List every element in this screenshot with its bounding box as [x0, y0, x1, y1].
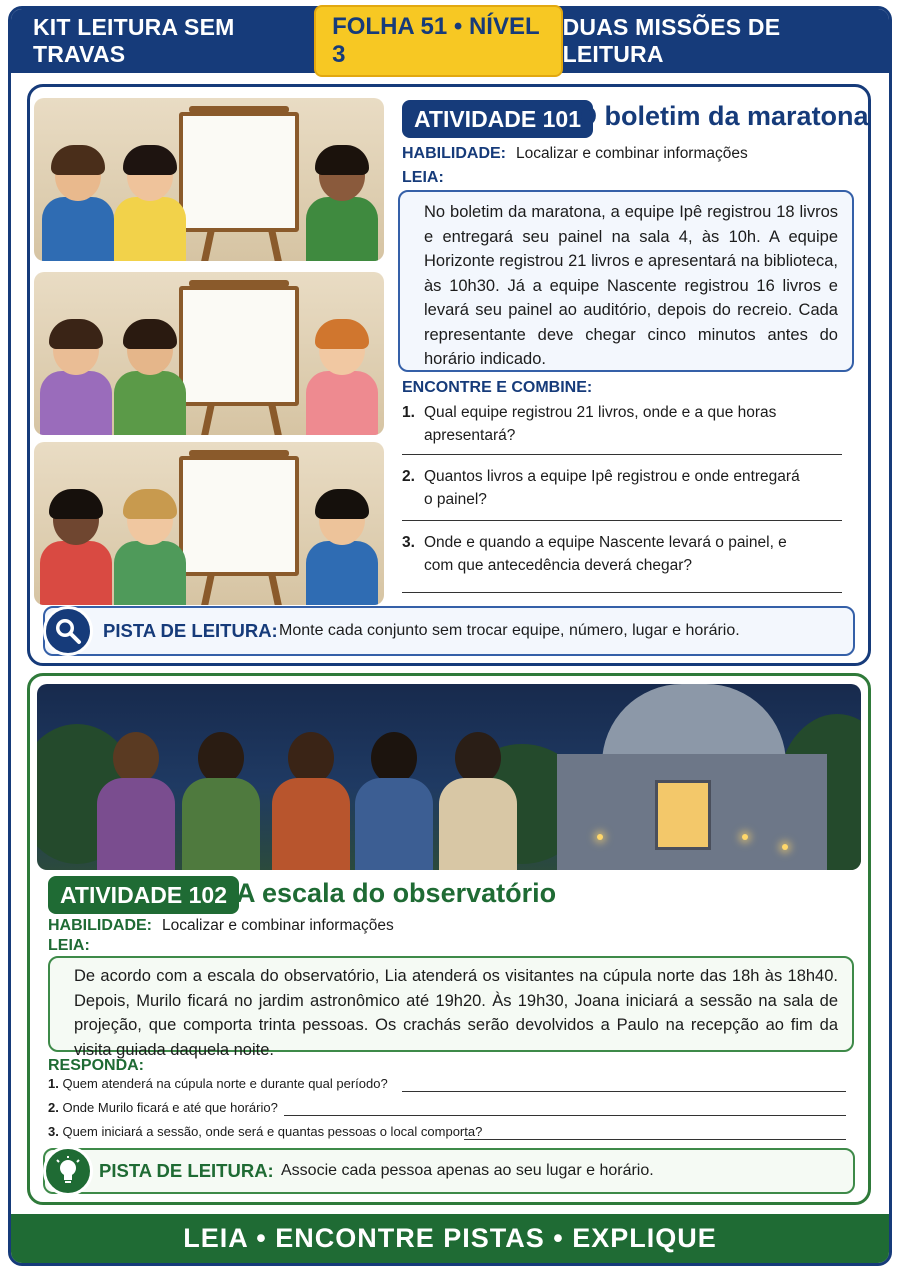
activity-102-clue: [43, 1148, 855, 1194]
students-easel-illustration-3: [34, 442, 384, 605]
respond-answer-line-1[interactable]: [402, 1091, 846, 1092]
activity-102-skill: [48, 917, 394, 935]
activity-101-skill: [402, 145, 748, 163]
lightbulb-icon: [43, 1146, 93, 1196]
respond-question-1: 1. Quem atenderá na cúpula norte e durante qual período?: [48, 1076, 388, 1091]
magnifier-icon: [43, 606, 93, 656]
respond-question-2: 2. Onde Murilo ficará e até que horário?: [48, 1100, 278, 1115]
page-footer: LEIA • ENCONTRE PISTAS • EXPLIQUE: [11, 1214, 889, 1263]
read-label: LEIA:: [402, 169, 444, 186]
questions-label: ENCONTRE E COMBINE:: [402, 379, 593, 396]
page-header: [11, 9, 889, 73]
clue-label: PISTA DE LEITURA:: [103, 620, 278, 641]
kit-title: KIT LEITURA SEM TRAVAS: [33, 14, 235, 67]
activity-101-clue: [43, 606, 855, 656]
header-subtitle: DUAS MISSÕES DE LEITURA: [562, 14, 781, 67]
activity-102-title: A escala do observatório: [236, 878, 557, 908]
activity-101-reading-text: No boletim da maratona, a equipe Ipê registrou 18 livros e entregará seu painel na sala 4, às 10h. A equipe Horizonte registrou 21 livros e apresentará na biblioteca, às 10h30. Já a equipe Nascente registrou 16 livros e levará seu painel ao auditório, depois do recreio. Cada representante deve chegar cinco minutos antes do horário indicado.: [398, 190, 854, 372]
question-3: 3. Onde e quando a equipe Nascente levará o painel, e com que antecedência deverá chegar?: [402, 534, 787, 574]
activity-101-title: O boletim da maratona: [576, 101, 869, 131]
clue-label: PISTA DE LEITURA:: [99, 1160, 274, 1181]
students-easel-illustration-2: [34, 272, 384, 435]
read-label: LEIA:: [48, 937, 90, 954]
skill-label: HABILIDADE:: [402, 145, 506, 162]
skill-text: Localizar e combinar informações: [516, 145, 748, 162]
sheet-level-badge: FOLHA 51 • NÍVEL 3: [314, 5, 563, 77]
observatory-night-illustration: [37, 684, 861, 870]
students-easel-illustration-1: [34, 98, 384, 261]
activity-101-badge: ATIVIDADE 101: [402, 100, 593, 138]
answer-line-2[interactable]: [402, 520, 842, 521]
answer-line-3[interactable]: [402, 592, 842, 593]
respond-answer-line-3[interactable]: [464, 1139, 846, 1140]
respond-label: RESPONDA:: [48, 1057, 145, 1074]
clue-text: Monte cada conjunto sem trocar equipe, número, lugar e horário.: [279, 622, 740, 639]
activity-102-badge: ATIVIDADE 102: [48, 876, 239, 914]
activity-102-reading-text: De acordo com a escala do observatório, Lia atenderá os visitantes na cúpula norte das 18h às 18h40. Depois, Murilo ficará no jardim astronômico até 19h20. Às 19h30, Joana iniciará a sessão na sala de projeção, que comporta trinta pessoas. Os crachás serão devolvidos a Paulo na recepção ao fim da visita guiada daquela noite.: [48, 956, 854, 1052]
question-2: 2. Quantos livros a equipe Ipê registrou e onde entregará o painel?: [402, 468, 800, 508]
clue-text: Associe cada pessoa apenas ao seu lugar e horário.: [281, 1162, 654, 1179]
question-1: 1. Qual equipe registrou 21 livros, onde e a que horas apresentará?: [402, 404, 777, 444]
answer-line-1[interactable]: [402, 454, 842, 455]
respond-question-3: 3. Quem iniciará a sessão, onde será e quantas pessoas o local comporta?: [48, 1124, 483, 1139]
respond-answer-line-2[interactable]: [284, 1115, 846, 1116]
skill-text: Localizar e combinar informações: [162, 917, 394, 934]
skill-label: HABILIDADE:: [48, 917, 152, 934]
